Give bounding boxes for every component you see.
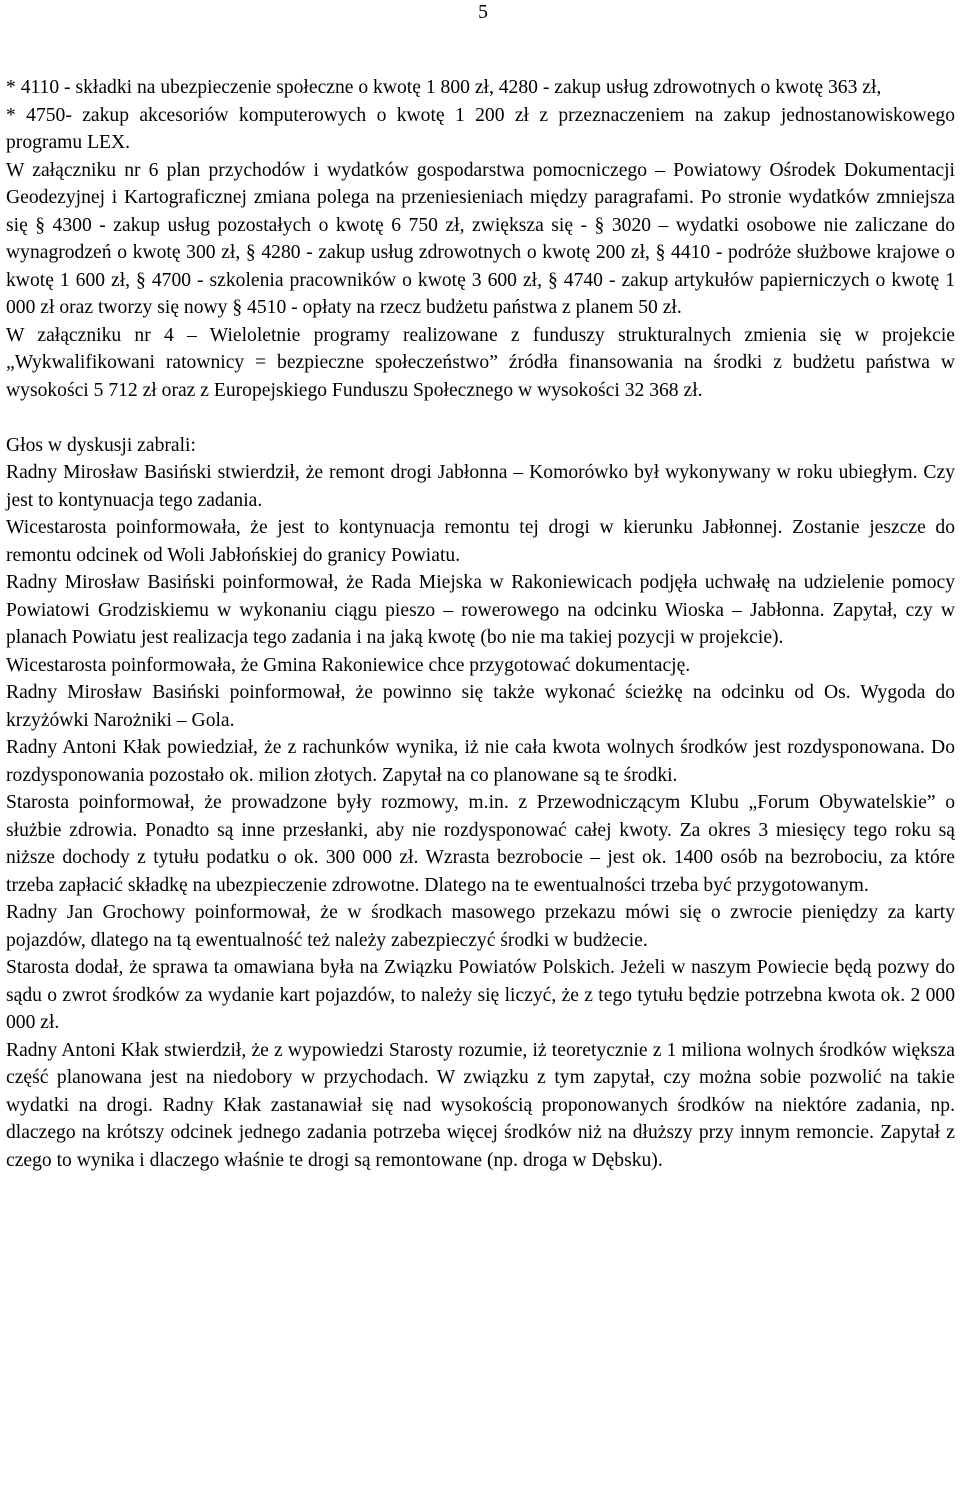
paragraph-wicestarosta-1: Wicestarosta poinformowała, że jest to kontynuacja remontu tej drogi w kierunku Jabłonnej. Zostanie jeszcze do remontu odcinek od Woli Jabłońskiej do granicy Powiatu. [6, 517, 955, 566]
paragraph-basinski-3: Radny Mirosław Basiński poinformował, że powinno się także wykonać ścieżkę na odcinku od Os. Wygoda do krzyżówki Narożniki – Gola. [6, 682, 955, 731]
paragraph-starosta-2: Starosta dodał, że sprawa ta omawiana była na Związku Powiatów Polskich. Jeżeli w naszym Powiecie będą pozwy do sądu o zwrot środków za wydanie kart pojazdów, to należy się liczyć, że z tego tytułu będzie potrzebna kwota ok. 2 000 000 zł. [6, 957, 955, 1033]
discussion-heading: Głos w dyskusji zabrali: [6, 434, 196, 456]
paragraph-basinski-2: Radny Mirosław Basiński poinformował, że Rada Miejska w Rakoniewicach podjęła uchwałę na udzielenie pomocy Powiatowi Grodziskiemu w wykonaniu ciągu pieszo – rowerowego na odcinku Wioska – Jabłonna. Zapytał, czy w planach Powiatu jest realizacja tego zadania i na jaką kwotę (bo nie ma takiej pozycji w projekcie). [6, 572, 955, 648]
paragraph-grochowy: Radny Jan Grochowy poinformował, że w środkach masowego przekazu mówi się o zwrocie pieniędzy za karty pojazdów, dlatego na tą ewentualność też należy zabezpieczyć środki w budżecie. [6, 902, 955, 951]
paragraph-starosta-1: Starosta poinformował, że prowadzone były rozmowy, m.in. z Przewodniczącym Klubu „Forum Obywatelskie” o służbie zdrowia. Ponadto są inne przesłanki, aby nie rozdysponować całej kwoty. Za okres 3 miesięcy tego roku są niższe dochody z tytułu podatku o ok. 300 000 zł. Wzrasta bezrobocie – jest ok. 1400 osób na bezrobociu, za które trzeba zapłacić składkę na ubezpieczenie zdrowotne. Dlatego na te ewentualności trzeba być przygotowanym. [6, 792, 955, 896]
paragraph-attachment-4: W załączniku nr 4 – Wieloletnie programy realizowane z funduszy strukturalnych zmienia się w projekcie „Wykwalifikowani ratownicy = bezpieczne społeczeństwo” źródła finansowania na środki z budżetu państwa w wysokości 5 712 zł oraz z Europejskiego Funduszu Społecznego w wysokości 32 368 zł. [6, 324, 955, 401]
paragraph-basinski-1: Radny Mirosław Basiński stwierdził, że remont drogi Jabłonna – Komorówko był wykonywany w roku ubiegłym. Czy jest to kontynuacja tego zadania. [6, 462, 955, 511]
paragraph-wicestarosta-2: Wicestarosta poinformowała, że Gmina Rakoniewice chce przygotować dokumentację. [6, 654, 691, 676]
paragraph-4750: * 4750- zakup akcesoriów komputerowych o kwotę 1 200 zł z przeznaczeniem na zakup jednostanowiskowego programu LEX. [6, 104, 955, 153]
paragraph-klak-2: Radny Antoni Kłak stwierdził, że z wypowiedzi Starosty rozumie, iż teoretycznie z 1 miliona wolnych środków większa część planowana jest na niedobory w przychodach. W związku z tym zapytał, czy można sobie pozwolić na takie wydatki na drogi. Radny Kłak zastanawiał się nad wysokością proponowanych środków na niektóre zadania, np. dlaczego na krótszy odcinek jednego zadania potrzeba więcej środków niż na dłuższy przy innym remoncie. Zapytał z czego to wynika i dlaczego właśnie te drogi są remontowane (np. droga w Dębsku). [6, 1039, 955, 1171]
paragraph-attachment-6: W załączniku nr 6 plan przychodów i wydatków gospodarstwa pomocniczego – Powiatowy Ośrodek Dokumentacji Geodezyjnej i Kartograficznej zmiana polega na przeniesieniach między paragrafami. Po stronie wydatków zmniejsza się § 4300 - zakup usług pozostałych o kwotę 6 750 zł, zwiększa się - § 3020 – wydatki osobowe nie zaliczane do wynagrodzeń o kwotę 300 zł, § 4280 - zakup usług zdrowotnych o kwotę 200 zł, § 4410 - podróże służbowe krajowe o kwotę 1 600 zł, § 4700 - szkolenia pracowników o kwotę 3 600 zł, § 4740 - zakup artykułów papierniczych o kwotę 1 000 zł oraz tworzy się nowy § 4510 - opłaty na rzecz budżetu państwa z planem 50 zł. [6, 159, 955, 318]
paragraph-klak-1: Radny Antoni Kłak powiedział, że z rachunków wynika, iż nie cała kwota wolnych środków jest rozdysponowana. Do rozdysponowania pozostało ok. milion złotych. Zapytał na co planowane są te środki. [6, 737, 955, 786]
paragraph-4110: * 4110 - składki na ubezpieczenie społeczne o kwotę 1 800 zł, 4280 - zakup usług zdrowotnych o kwotę 363 zł, [6, 77, 882, 98]
page-number: 5 [478, 2, 488, 23]
paragraph-spacer [6, 404, 955, 432]
document-body [6, 74, 955, 1174]
